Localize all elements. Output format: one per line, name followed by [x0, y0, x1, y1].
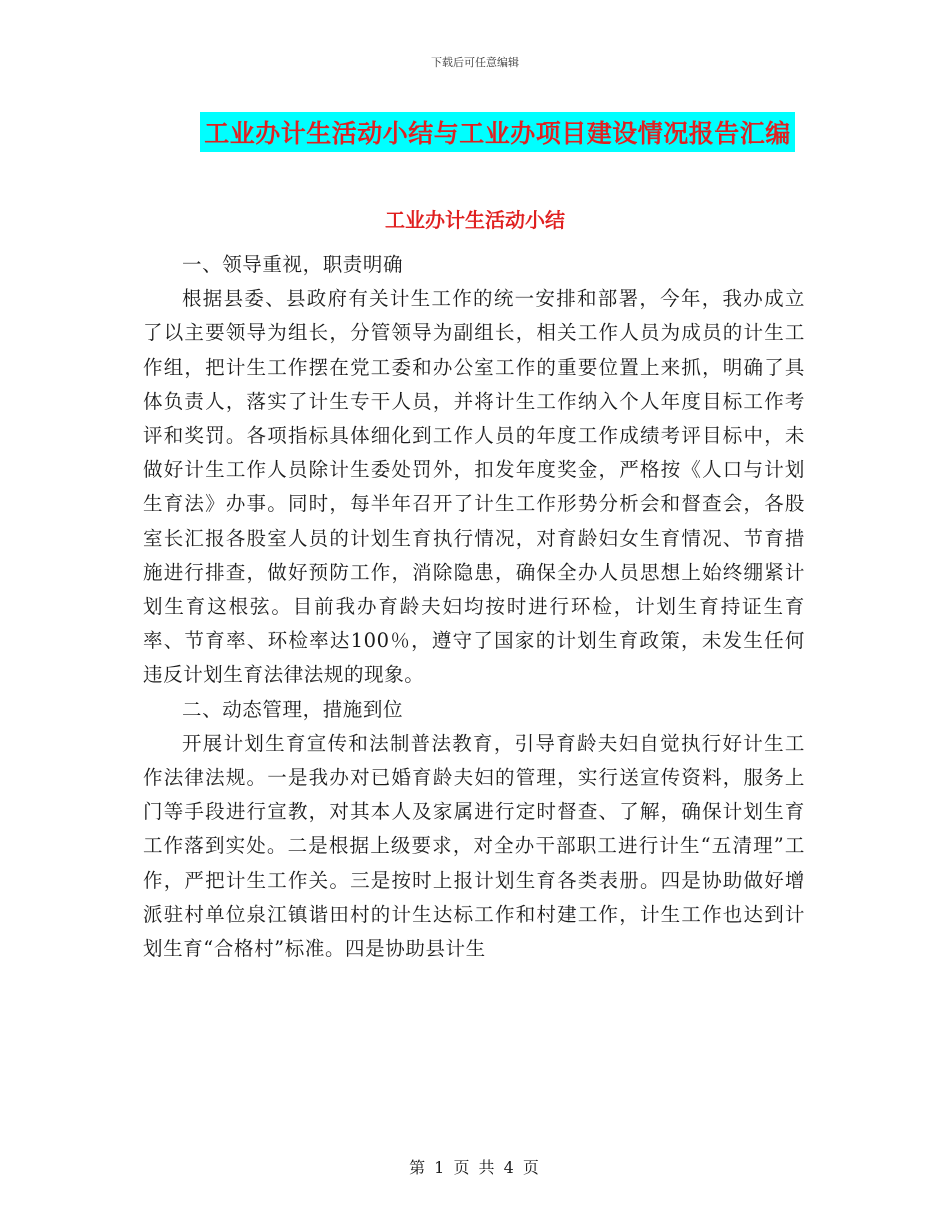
paragraph-leadership: 根据县委、县政府有关计生工作的统一安排和部署，今年，我办成立了以主要领导为组长，分管领导为副组长，相关工作人员为成员的计生工作组，把计生工作摆在党工委和办公室工作的重要位置上来抓，明确了具体负责人，落实了计生专干人员，并将计生工作纳入个人年度目标工作考评和奖罚。各项指标具体细化到工作人员的年度工作成绩考评目标中，未做好计生工作人员除计生委处罚外，扣发年度奖金，严格按《人口与计划生育法》办事。同时，每半年召开了计生工作形势分析会和督查会，各股室长汇报各股室人员的计划生育执行情况，对育龄妇女生育情况、节育措施进行排查，做好预防工作，消除隐患，确保全办人员思想上始终绷紧计划生育这根弦。目前我办育龄夫妇均按时进行环检，计划生育持证生育率、节育率、环检率达100％，遵守了国家的计划生育政策，未发生任何违反计划生育法律法规的现象。 [143, 287, 805, 687]
section-title: 工业办计生活动小结 [385, 208, 565, 232]
document-body [143, 248, 805, 966]
page-number: 第 1 页 共 4 页 [409, 1158, 541, 1177]
document-main-title: 工业办计生活动小结与工业办项目建设情况报告汇编 [200, 112, 795, 152]
heading-dynamic-management: 二、动态管理，措施到位 [182, 697, 404, 721]
heading-leadership: 一、领导重视，职责明确 [182, 253, 404, 276]
paragraph-dynamic-management: 开展计划生育宣传和法制普法教育，引导育龄夫妇自觉执行好计生工作法律法规。一是我办对已婚育龄夫妇的管理，实行送宣传资料，服务上门等手段进行宣教，对其本人及家属进行定时督查、了解，确保计划生育工作落到实处。二是根据上级要求，对全办干部职工进行计生“五清理”工作，严把计生工作关。三是按时上报计划生育各类表册。四是协助做好增派驻村单位泉江镇谐田村的计生达标工作和村建工作，计生工作也达到计划生育“合格村”标准。四是协助县计生 [143, 731, 805, 961]
page-header-note: 下载后可任意编辑 [431, 56, 519, 69]
main-title-container [0, 112, 950, 152]
